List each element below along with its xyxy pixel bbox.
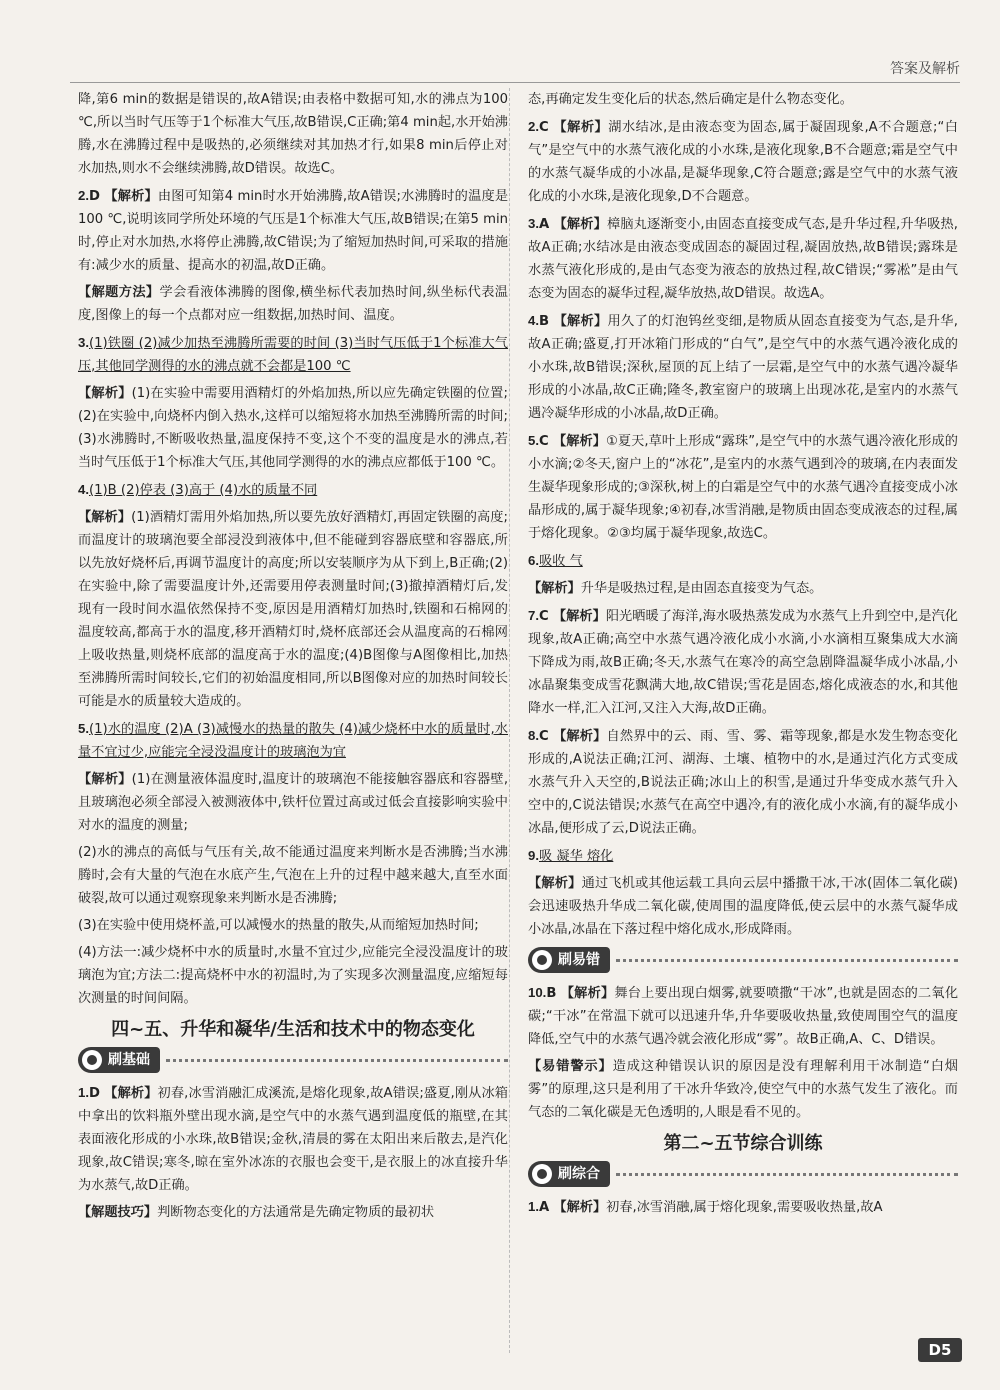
solution-method: 【解题方法】学会看液体沸腾的图像,横坐标代表加热时间,纵坐标代表温度,图像上的每一个点都对应一组数据,加热时间、温度。 bbox=[78, 285, 508, 323]
answer-item-r5: 5.C 【解析】①夏天,草叶上形成“露珠”,是空气中的水蒸气遇冷液化形成的小水滴;②冬天,窗户上的“冰花”,是室内的水蒸气遇到冷的玻璃,在内表面发生凝华现象形成的;③深秋,树上的白霜是空气中的水蒸气遇冷直接变成小冰晶形成的,属于凝华现象;④初春,冰雪消融,是物质由固态变成液态的过程,属于熔化现象。②③均属于凝华现象,故选C。 bbox=[528, 433, 958, 541]
right-column bbox=[528, 88, 958, 1223]
section-title-2: 第二~五节综合训练 bbox=[663, 1133, 823, 1154]
page-header bbox=[70, 56, 960, 83]
analysis-item-5-part3: (3)在实验中使用烧杯盖,可以减慢水的热量的散失,从而缩短加热时间; bbox=[78, 918, 479, 933]
banner-comprehensive bbox=[528, 1161, 958, 1187]
banner-error-prone bbox=[528, 947, 958, 973]
section-title: 四~五、升华和凝华/生活和技术中的物态变化 bbox=[111, 1019, 475, 1040]
answer-item-5: 5.(1)水的温度 (2)A (3)减慢水的热量的散失 (4)减少烧杯中水的质量时,水量不宜过少,应能完全浸没温度计的玻璃泡为宜 bbox=[78, 721, 508, 760]
solution-tip: 【解题技巧】判断物态变化的方法通常是先确定物质的最初状 bbox=[78, 1205, 435, 1220]
pencil-badge-icon bbox=[82, 1050, 102, 1070]
answer-item-r3: 3.A 【解析】樟脑丸逐渐变小,由固态直接变成气态,是升华过程,升华吸热,故A正确;水结冰是由液态变成固态的凝固过程,凝固放热,故B错误;露珠是水蒸气液化形成的,是由气态变为液态的放热过程,故C错误;“雾凇”是由气态变为固态的凝华过程,凝华放热,故D错误。故选A。 bbox=[528, 216, 958, 301]
analysis-item-4: 【解析】(1)酒精灯需用外焰加热,所以要先放好酒精灯,再固定铁圈的高度;而温度计的玻璃泡要全部浸没到液体中,但不能碰到容器底壁和容器底,所以先放好烧杯后,再调节温度计的高度;所以安装顺序为从下到上,B正确;(2)在实验中,除了需要温度计外,还需要用停表测量时间;(3)撤掉酒精灯后,发现有一段时间水温依然保持不变,原因是用酒精灯加热时,铁圈和石棉网的温度较高,都高于水的温度,移开酒精灯时,烧杯底部还会从温度高的石棉网上吸收热量,则烧杯底部的温度高于水的温度;(4)B图像与A图像相比,加热至沸腾所需时间较长,它们的初始温度相同,所以B图像对应的加热时间较长可能是水的质量较大造成的。 bbox=[78, 510, 509, 709]
analysis-item-5: 【解析】(1)在测量液体温度时,温度计的玻璃泡不能接触容器底和容器壁,且玻璃泡必须全部浸入被测液体中,铁杆位置过高或过低会直接影响实验中对水的温度的测量; bbox=[78, 772, 509, 833]
banner-label: 刷综合 bbox=[558, 1165, 600, 1182]
banner-basic bbox=[78, 1047, 508, 1073]
pencil-badge-icon bbox=[532, 950, 552, 970]
analysis-item-r9: 【解析】通过飞机或其他运载工具向云层中播撒干冰,干冰(固体二氧化碳)会迅速吸热升华成二氧化碳,使周围的温度降低,使云层中的水蒸气凝华成小冰晶,冰晶在下落过程中熔化成水,形成降雨。 bbox=[528, 876, 958, 937]
continued-text-right: 态,再确定发生变化后的状态,然后确定是什么物态变化。 bbox=[528, 92, 853, 107]
answer-item-r4: 4.B 【解析】用久了的灯泡钨丝变细,是物质从固态直接变为气态,是升华,故A正确;盛夏,打开冰箱门形成的“白气”,是空气中的水蒸气遇冷液化成的小水珠,故B错误;深秋,屋顶的瓦上结了一层霜,是空气中的水蒸气遇冷凝华形成的小冰晶,故C正确;隆冬,教室窗户的玻璃上出现冰花,是室内的水蒸气遇冷凝华形成的小冰晶,故D正确。 bbox=[528, 313, 958, 421]
pencil-badge-icon bbox=[532, 1164, 552, 1184]
answer-item-2: 2.D 【解析】由图可知第4 min时水开始沸腾,故A错误;水沸腾时的温度是100 ℃,说明该同学所处环境的气压是1个标准大气压,故B错误;在第5 min时,停止对水加热,水将停止沸腾,故C错误;为了缩短加热时间,可采取的措施有:减少水的质量、提高水的初温,故D正确。 bbox=[78, 188, 509, 273]
page-number-badge: D5 bbox=[918, 1338, 962, 1362]
analysis-item-r6: 【解析】升华是吸热过程,是由固态直接变为气态。 bbox=[528, 581, 823, 596]
left-column bbox=[78, 88, 508, 1228]
basic-answer-1: 1.D 【解析】初春,冰雪消融汇成溪流,是熔化现象,故A错误;盛夏,刚从冰箱中拿出的饮料瓶外壁出现水滴,是空气中的水蒸气遇到温度低的瓶壁,在其表面液化形成的小水珠,故B错误;金秋,清晨的雾在太阳出来后散去,是汽化现象,故C错误;寒冬,晾在室外冰冻的衣服也会变干,是衣服上的冰直接升华为水蒸气,故D正确。 bbox=[78, 1085, 508, 1193]
header-title: 答案及解析 bbox=[890, 61, 960, 77]
analysis-item-5-part4: (4)方法一:减少烧杯中水的质量时,水量不宜过少,应能完全浸没温度计的玻璃泡为宜;方法二:提高烧杯中水的初温时,为了实现多次测量温度,应缩短每次测量的时间间隔。 bbox=[78, 945, 508, 1006]
column-divider bbox=[509, 88, 510, 1353]
analysis-item-5-part2: (2)水的沸点的高低与气压有关,故不能通过温度来判断水是否沸腾;当水沸腾时,会有大量的气泡在水底产生,气泡在上升的过程中越来越大,直至水面破裂,故可以通过观察现象来判断水是否沸腾; bbox=[78, 845, 508, 906]
continued-text: 降,第6 min的数据是错误的,故A错误;由表格中数据可知,水的沸点为100 ℃,所以当时气压等于1个标准大气压,故B错误,C正确;第4 min起,水开始沸腾,水在沸腾过程中是吸热的,必须继续对其加热才行,如果8 min后停止对水加热,则水不会继续沸腾,故D错误。故选C。 bbox=[78, 92, 508, 176]
error-warning: 【易错警示】造成这种错误认识的原因是没有理解利用干冰制造“白烟雾”的原理,这只是利用了干冰升华致冷,使空气中的水蒸气发生了液化。而气态的二氧化碳是无色透明的,人眼是看不见的。 bbox=[528, 1059, 958, 1120]
answer-item-r9: 9.吸 凝华 熔化 bbox=[528, 848, 614, 864]
answer-item-r2: 2.C 【解析】湖水结冰,是由液态变为固态,属于凝固现象,A不合题意;“白气”是空气中的水蒸气液化成的小水珠,是液化现象,B不合题意;霜是空气中的水蒸气凝华成的小冰晶,是凝华现象,C符合题意;露是空气中的水蒸气液化成的小水珠,是液化现象,D不合题意。 bbox=[528, 119, 958, 204]
answer-item-r10: 10.B 【解析】舞台上要出现白烟雾,就要喷撒“干冰”,也就是固态的二氧化碳;“干冰”在常温下就可以迅速升华,升华要吸收热量,致使周围空气的温度降低,空气中的水蒸气遇冷就会液化形成“雾”。故B正确,A、C、D错误。 bbox=[528, 985, 959, 1047]
banner-label: 刷基础 bbox=[108, 1051, 150, 1068]
answer-item-3: 3.(1)铁圈 (2)减少加热至沸腾所需要的时间 (3)当时气压低于1个标准大气压,其他同学测得的水的沸点就不会都是100 ℃ bbox=[78, 335, 508, 374]
answer-item-4: 4.(1)B (2)停表 (3)高于 (4)水的质量不同 bbox=[78, 482, 318, 498]
comprehensive-answer-1: 1.A 【解析】初春,冰雪消融,属于熔化现象,需要吸收热量,故A bbox=[528, 1199, 883, 1215]
answer-item-r8: 8.C 【解析】自然界中的云、雨、雪、雾、霜等现象,都是水发生物态变化形成的,A说法正确;江河、湖海、土壤、植物中的水,是通过汽化方式变成水蒸气升入天空的,B说法正确;冰山上的积雪,是通过升华变成水蒸气升入空中的,C说法错误;水蒸气在高空中遇冷,有的液化成小水滴,有的凝华成小冰晶,便形成了云,D说法正确。 bbox=[528, 728, 958, 836]
analysis-item-3: 【解析】(1)在实验中需要用酒精灯的外焰加热,所以应先确定铁圈的位置;(2)在实验中,向烧杯内倒入热水,这样可以缩短将水加热至沸腾所需的时间;(3)水沸腾时,不断吸收热量,温度保持不变,这个不变的温度是水的沸点,若当时气压低于1个标准大气压,其他同学测得的水的沸点应都低于100 ℃。 bbox=[78, 386, 508, 470]
answer-item-r7: 7.C 【解析】阳光晒暖了海洋,海水吸热蒸发成为水蒸气上升到空中,是汽化现象,故A正确;高空中水蒸气遇冷液化成小水滴,小水滴相互聚集成大水滴下降成为雨,故B正确;冬天,水蒸气在寒冷的高空急剧降温凝华成小冰晶,小冰晶聚集变成雪花飘满大地,故C错误;雪花是固态,熔化成液态的水,和其他降水一样,汇入江河,又注入大海,故D正确。 bbox=[528, 608, 958, 716]
banner-label: 刷易错 bbox=[558, 951, 600, 968]
answer-item-r6: 6.吸收 气 bbox=[528, 553, 583, 569]
